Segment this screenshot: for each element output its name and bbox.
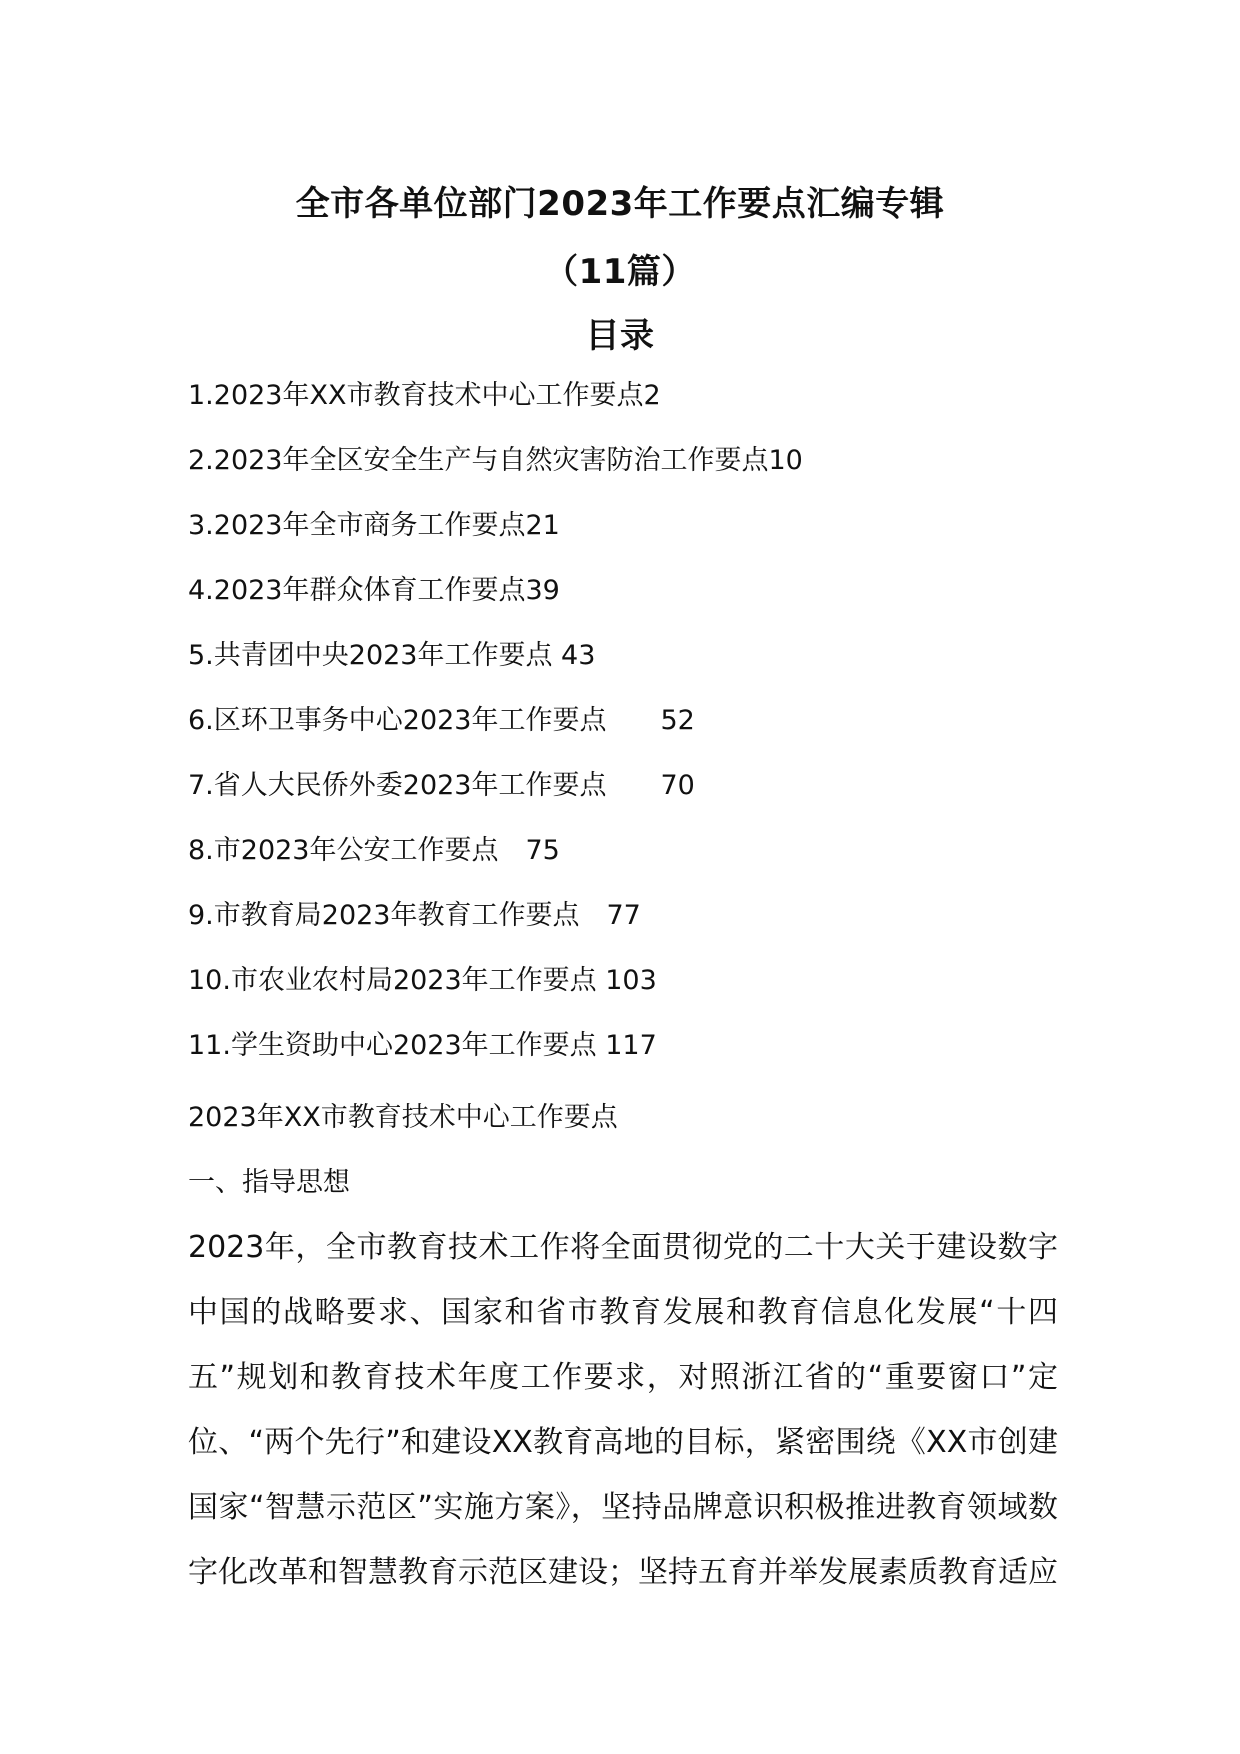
table-of-contents: [188, 370, 803, 1085]
toc-entry[interactable]: 1.2023年XX市教育技术中心工作要点2: [188, 380, 661, 411]
document-title: 全市各单位部门2023年工作要点汇编专辑: [295, 184, 945, 224]
toc-entry[interactable]: 2.2023年全区安全生产与自然灾害防治工作要点10: [188, 445, 803, 476]
toc-heading: 目录: [585, 316, 655, 356]
toc-entry[interactable]: 3.2023年全市商务工作要点21: [188, 510, 560, 541]
toc-entry[interactable]: 7.省人大民侨外委2023年工作要点 70: [188, 770, 695, 801]
section-heading: 一、指导思想: [188, 1167, 350, 1198]
toc-entry[interactable]: 8.市2023年公安工作要点 75: [188, 835, 560, 866]
toc-entry[interactable]: 10.市农业农村局2023年工作要点 103: [188, 965, 657, 996]
body-content: [188, 1085, 1058, 1605]
toc-entry[interactable]: 11.学生资助中心2023年工作要点 117: [188, 1030, 657, 1061]
toc-entry[interactable]: 4.2023年群众体育工作要点39: [188, 575, 560, 606]
section-title: 2023年XX市教育技术中心工作要点: [188, 1102, 618, 1133]
toc-entry[interactable]: 6.区环卫事务中心2023年工作要点 52: [188, 705, 695, 736]
toc-entry[interactable]: 5.共青团中央2023年工作要点 43: [188, 640, 596, 671]
toc-entry[interactable]: 9.市教育局2023年教育工作要点 77: [188, 900, 641, 931]
document-subtitle: （11篇）: [544, 252, 696, 292]
body-paragraph: 2023年，全市教育技术工作将全面贯彻党的二十大关于建设数字中国的战略要求、国家和省市教育发展和教育信息化发展“十四五”规划和教育技术年度工作要求，对照浙江省的“重要窗口”定位、“两个先行”和建设XX教育高地的目标，紧密围绕《XX市创建国家“智慧示范区”实施方案》，坚持品牌意识积极推进教育领域数字化改革和智慧教育示范区建设；坚持五育并举发展素质教育适应: [188, 1230, 1058, 1590]
